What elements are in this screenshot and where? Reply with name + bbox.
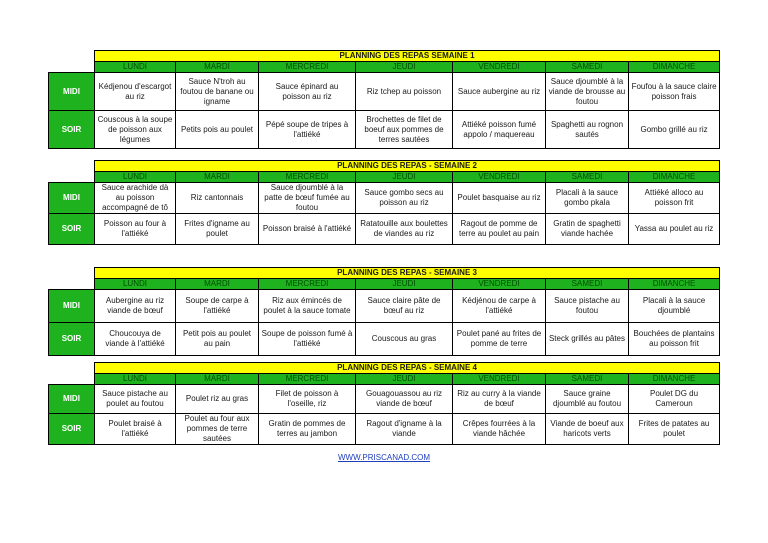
day-header-lundi: LUNDI xyxy=(95,279,176,290)
week-3-table xyxy=(48,267,720,356)
dish-cell: Brochettes de filet de boeuf aux pommes de terres sautées xyxy=(356,111,453,149)
dish-cell: Attiéké alloco au poisson frit xyxy=(629,183,720,214)
dish-cell: Sauce djoumblé à la patte de bœuf fumée au foutou xyxy=(259,183,356,214)
dish-cell: Sauce gombo secs au poisson au riz xyxy=(356,183,453,214)
day-header-dimanche: DIMANCHE xyxy=(629,279,720,290)
week-title: PLANNING DES REPAS - SEMAINE 4 xyxy=(95,363,720,374)
dish-cell: Gratin de spaghetti viande hachée xyxy=(546,214,629,245)
meal-label: MIDI xyxy=(49,290,95,323)
dish-cell: Poisson braisé à l'attiéké xyxy=(259,214,356,245)
dish-cell: Viande de boeuf aux haricots verts xyxy=(546,414,629,445)
corner-blank xyxy=(49,172,95,183)
week-1-table xyxy=(48,50,720,149)
dish-cell: Pépé soupe de tripes à l'attiéké xyxy=(259,111,356,149)
week-title: PLANNING DES REPAS - SEMAINE 3 xyxy=(95,268,720,279)
day-header-vendredi: VENDREDI xyxy=(453,374,546,385)
day-header-samedi: SAMEDI xyxy=(546,374,629,385)
dish-cell: Yassa au poulet au riz xyxy=(629,214,720,245)
day-header-mercredi: MERCREDI xyxy=(259,62,356,73)
dish-cell: Soupe de carpe à l'attiéké xyxy=(176,290,259,323)
meal-label: SOIR xyxy=(49,214,95,245)
week-4-table xyxy=(48,362,720,445)
dish-cell: Kédjenou d'escargot au riz xyxy=(95,73,176,111)
dish-cell: Petit pois au poulet au pain xyxy=(176,323,259,356)
day-header-samedi: SAMEDI xyxy=(546,279,629,290)
meal-row-soir xyxy=(49,323,720,356)
day-header-vendredi: VENDREDI xyxy=(453,62,546,73)
day-header-mercredi: MERCREDI xyxy=(259,172,356,183)
dish-cell: Couscous au gras xyxy=(356,323,453,356)
corner-blank xyxy=(49,268,95,279)
dish-cell: Sauce graine djoumblé au foutou xyxy=(546,385,629,414)
dish-cell: Sauce N'troh au foutou de banane ou igname xyxy=(176,73,259,111)
dish-cell: Sauce pistache au poulet au foutou xyxy=(95,385,176,414)
dish-cell: Frites de patates au poulet xyxy=(629,414,720,445)
day-header-vendredi: VENDREDI xyxy=(453,279,546,290)
meal-label: SOIR xyxy=(49,323,95,356)
dish-cell: Petits pois au poulet xyxy=(176,111,259,149)
dish-cell: Kédjénou de carpe à l'attiéké xyxy=(453,290,546,323)
day-header-dimanche: DIMANCHE xyxy=(629,172,720,183)
meal-row-soir xyxy=(49,214,720,245)
dish-cell: Gratin de pommes de terres au jambon xyxy=(259,414,356,445)
dish-cell: Soupe de poisson fumé à l'attiéké xyxy=(259,323,356,356)
dish-cell: Sauce épinard au poisson au riz xyxy=(259,73,356,111)
dish-cell: Sauce arachide dà au poisson accompagné de tô xyxy=(95,183,176,214)
dish-cell: Aubergine au riz viande de bœuf xyxy=(95,290,176,323)
day-header-lundi: LUNDI xyxy=(95,62,176,73)
dish-cell: Poulet pané au frites de pomme de terre xyxy=(453,323,546,356)
dish-cell: Poulet au four aux pommes de terre sautées xyxy=(176,414,259,445)
day-header-samedi: SAMEDI xyxy=(546,172,629,183)
dish-cell: Poulet riz au gras xyxy=(176,385,259,414)
dish-cell: Poulet DG du Cameroun xyxy=(629,385,720,414)
dish-cell: Choucouya de viande à l'attiéké xyxy=(95,323,176,356)
dish-cell: Riz aux émincés de poulet à la sauce tomate xyxy=(259,290,356,323)
meal-label: SOIR xyxy=(49,414,95,445)
day-header-mardi: MARDI xyxy=(176,374,259,385)
day-header-mercredi: MERCREDI xyxy=(259,279,356,290)
meal-row-midi xyxy=(49,290,720,323)
day-header-dimanche: DIMANCHE xyxy=(629,374,720,385)
day-header-jeudi: JEUDI xyxy=(356,374,453,385)
dish-cell: Riz tchep au poisson xyxy=(356,73,453,111)
dish-cell: Filet de poisson à l'oseille, riz xyxy=(259,385,356,414)
corner-blank xyxy=(49,363,95,374)
corner-blank xyxy=(49,62,95,73)
dish-cell: Steck grillés au pâtes xyxy=(546,323,629,356)
corner-blank xyxy=(49,279,95,290)
day-header-mardi: MARDI xyxy=(176,62,259,73)
day-header-vendredi: VENDREDI xyxy=(453,172,546,183)
day-header-jeudi: JEUDI xyxy=(356,62,453,73)
dish-cell: Frites d'igname au poulet xyxy=(176,214,259,245)
dish-cell: Gombo grillé au riz xyxy=(629,111,720,149)
day-header-mercredi: MERCREDI xyxy=(259,374,356,385)
day-header-jeudi: JEUDI xyxy=(356,172,453,183)
dish-cell: Ragout de pomme de terre au poulet au pain xyxy=(453,214,546,245)
dish-cell: Poulet braisé à l'attiéké xyxy=(95,414,176,445)
dish-cell: Poisson au four à l'attiéké xyxy=(95,214,176,245)
dish-cell: Sauce claire pâte de bœuf au riz xyxy=(356,290,453,323)
dish-cell: Sauce djoumblé à la viande de brousse au foutou xyxy=(546,73,629,111)
dish-cell: Crêpes fourrées à la viande hâchée xyxy=(453,414,546,445)
meal-row-soir xyxy=(49,111,720,149)
corner-blank xyxy=(49,374,95,385)
dish-cell: Placali à la sauce gombo pkala xyxy=(546,183,629,214)
meal-label: MIDI xyxy=(49,183,95,214)
dish-cell: Bouchées de plantains au poisson frit xyxy=(629,323,720,356)
week-2-table xyxy=(48,160,720,245)
meal-label: MIDI xyxy=(49,385,95,414)
dish-cell: Attiéké poisson fumé appolo / maquereau xyxy=(453,111,546,149)
dish-cell: Sauce aubergine au riz xyxy=(453,73,546,111)
dish-cell: Foufou à la sauce claire poisson frais xyxy=(629,73,720,111)
meal-row-soir xyxy=(49,414,720,445)
meal-label: MIDI xyxy=(49,73,95,111)
day-header-mardi: MARDI xyxy=(176,172,259,183)
dish-cell: Sauce pistache au foutou xyxy=(546,290,629,323)
week-title: PLANNING DES REPAS - SEMAINE 2 xyxy=(95,161,720,172)
dish-cell: Spaghetti au rognon sautés xyxy=(546,111,629,149)
corner-blank xyxy=(49,51,95,62)
day-header-dimanche: DIMANCHE xyxy=(629,62,720,73)
meal-row-midi xyxy=(49,385,720,414)
day-header-lundi: LUNDI xyxy=(95,172,176,183)
dish-cell: Gouagouassou au riz viande de bœuf xyxy=(356,385,453,414)
day-header-samedi: SAMEDI xyxy=(546,62,629,73)
day-header-mardi: MARDI xyxy=(176,279,259,290)
day-header-lundi: LUNDI xyxy=(95,374,176,385)
website-link[interactable]: WWW.PRISCANAD.COM xyxy=(338,453,430,462)
day-header-jeudi: JEUDI xyxy=(356,279,453,290)
meal-label: SOIR xyxy=(49,111,95,149)
week-title: PLANNING DES REPAS SEMAINE 1 xyxy=(95,51,720,62)
dish-cell: Riz au curry à la viande de bœuf xyxy=(453,385,546,414)
dish-cell: Riz cantonnais xyxy=(176,183,259,214)
dish-cell: Couscous à la soupe de poisson aux légumes xyxy=(95,111,176,149)
dish-cell: Poulet basquaise au riz xyxy=(453,183,546,214)
meal-row-midi xyxy=(49,183,720,214)
dish-cell: Ragout d'igname à la viande xyxy=(356,414,453,445)
meal-row-midi xyxy=(49,73,720,111)
corner-blank xyxy=(49,161,95,172)
dish-cell: Placali à la sauce djoumblé xyxy=(629,290,720,323)
dish-cell: Ratatouille aux boulettes de viandes au riz xyxy=(356,214,453,245)
